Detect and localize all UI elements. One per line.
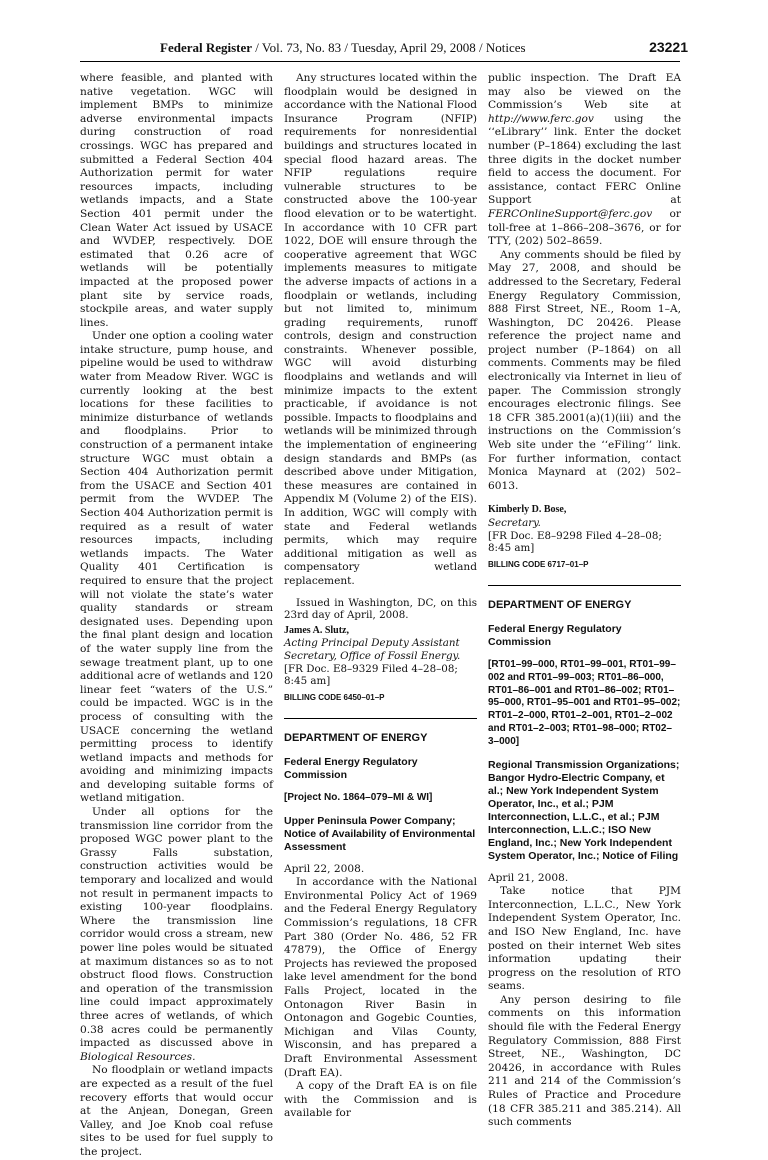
paragraph: Any structures located within the floodplain would be designed in accordance with the National Flood Insurance Program (NFIP) requirements for nonresidential buildings and structures located in special flood hazard areas. The NFIP regulations require vulnerable structures to be constructed above the 100-year flood elevation or to be watertight. In accordance with 10 CFR part 1022, DOE will ensure through the cooperative agreement that WGC implements measures to mitigate the adverse impacts of actions in a floodplain or wetlands, including but not limited to, minimum grading requirements, runoff controls, design and construction constraints. Whenever possible, WGC will avoid disturbing floodplains and wetlands and will minimize impacts to the extent practicable, if avoidance is not possible. Impacts to floodplains and wetlands will be minimized through the implementation of engineering design standards and BMPs (as described above under Mitigation, these measures are contained in Appendix M (Volume 2) of the EIS). In addition, WGC will comply with state and Federal wetlands permits, which may require additional mitigation as well as compensatory wetland replacement. [284, 72, 477, 587]
web-link[interactable]: http://www.ferc.gov [488, 112, 594, 125]
paragraph [488, 72, 681, 249]
paragraph-text: Under all options for the transmission line corridor from the proposed WGC power plant to the Grassy Falls substation, construction activities would be temporary and localized and would not result in permanent impacts to existing 100-year floodplains. Where the transmission line corridor would cross a stream, new power line poles would be situated at maximum distances so as to not obstruct flood flows. Construction and operation of the transmission line could impact approximately three acres of wetlands, of which 0.38 acres could be permanently impacted as discussed above in [80, 806, 273, 1050]
paragraph: where feasible, and planted with native vegetation. WGC will implement BMPs to minimize adverse environmental impacts during construction of road crossings. WGC has prepared and submitted a Federal Section 404 Authorization permit for water resources impacts, including wetlands impacts, and a State Section 401 permit under the Clean Water Act issued by USACE and WVDEP, respectively. DOE estimated that 0.26 acre of wetlands will be potentially impacted at the proposed power plant site by service roads, stockpile areas, and water supply lines. [80, 72, 273, 329]
paragraph: Any comments should be filed by May 27, 2008, and should be addressed to the Secretary, Federal Energy Regulatory Commission, 888 First Street, NE., Room 1–A, Washington, DC 20426. Please reference the project name and project number (P–1864) on all comments. Comments may be filed electronically via Internet in lieu of paper. The Commission strongly encourages electronic filings. See 18 CFR 385.2001(a)(1)(iii) and the instructions on the Commission’s Web site under the ‘‘eFiling’’ link. For further information, contact Monica Maynard at (202) 502–6013. [488, 248, 681, 492]
agency-heading: Federal Energy Regulatory Commission [284, 755, 418, 781]
notice-subject: Upper Peninsula Power Company; Notice of Availability of Environmental Assessment [284, 814, 476, 853]
department-heading: DEPARTMENT OF ENERGY [284, 732, 428, 745]
paragraph: Take notice that PJM Interconnection, L.L.C., New York Independent System Operator, Inc. and ISO New England, Inc. have posted on their internet Web sites information updating their progress on the resolution of RTO seams. [488, 885, 681, 993]
column-3 [488, 72, 681, 1130]
journal-name: Federal Register [160, 40, 253, 55]
paragraph-text: public inspection. The Draft EA may also be viewed on the Commission’s Web site at [488, 72, 681, 112]
page-header [0, 40, 768, 60]
paragraph: A copy of the Draft EA is on file with the Commission and is available for [284, 1080, 477, 1120]
fr-doc-line: [FR Doc. E8–9329 Filed 4–28–08; 8:45 am] [284, 662, 458, 688]
notice-date: April 22, 2008. [284, 862, 365, 875]
signer-title: Secretary. [488, 517, 541, 529]
header-rule [80, 61, 680, 62]
notice-date: April 21, 2008. [488, 871, 569, 884]
section-divider [284, 718, 477, 719]
page-number: 23221 [649, 39, 688, 55]
billing-code: BILLING CODE 6717–01–P [488, 559, 589, 569]
issue-info: / Vol. 73, No. 83 / Tuesday, April 29, 2008 / Notices [252, 40, 526, 55]
paragraph: Under one option a cooling water intake structure, pump house, and pipeline would be used to withdraw water from Meadow River. WGC is currently looking at the best locations for these facilities to minimize disturbance of wetlands and floodplains. Prior to construction of a permanent intake structure WGC must obtain a Section 404 Authorization permit from the USACE and Section 401 permit from the WVDEP. The Section 404 Authorization permit is required as a result of water resources impacts, including wetlands impacts. The Water Quality 401 Certification is required to ensure that the project will not violate the state’s water quality standards or stream designated uses. Depending upon the final plant design and location of the water supply line from the sewage treatment plant, up to one additional acre of wetlands and 120 linear feet “waters of the U.S.” could be impacted. WGC is in the process of consulting with the USACE concerning the wetland permitting process to identify wetland impacts and methods for avoiding and minimizing impacts and developing suitable forms of wetland mitigation. [80, 330, 274, 805]
signer-name: Kimberly D. Bose, [488, 504, 567, 516]
docket-numbers: [RT01–99–000, RT01–99–001, RT01–99–002 and RT01–99–003; RT01–86–000, RT01–86–001 and RT01–86–002; RT01–95–000, RT01–95–001 and RT01–95–002; RT01–2–000, RT01–2–001, RT01–2–002 and RT01–2–003; RT01–98–000; RT02–3–000] [488, 658, 681, 747]
paragraph-text: or toll-free at 1–866–208–3676, or for TTY, (202) 502–8659. [488, 207, 681, 248]
paragraph: No floodplain or wetland impacts are expected as a result of the fuel recovery efforts that would occur at the Anjean, Donegan, Green Valley, and Joe Knob coal refuse sites to be used for fuel supply to the project. [80, 1064, 273, 1158]
column-1 [80, 72, 273, 1160]
agency-heading: Federal Energy Regulatory Commission [488, 622, 622, 648]
project-number: [Project No. 1864–079–MI & WI] [284, 791, 433, 803]
paragraph [80, 806, 273, 1064]
signer-name: James A. Slutz, [284, 624, 349, 636]
running-head [160, 40, 660, 56]
paragraph: Any person desiring to file comments on this information should file with the Federal Energy Regulatory Commission, 888 First Street, NE., Washington, DC 20426, in accordance with Rules 211 and 214 of the Commission’s Rules of Practice and Procedure (18 CFR 385.211 and 385.214). All such comments [488, 993, 681, 1129]
email-link[interactable]: FERCOnlineSupport@ferc.gov [488, 207, 653, 220]
fr-doc-line: [FR Doc. E8–9298 Filed 4–28–08; 8:45 am] [488, 529, 662, 555]
italic-reference: Biological Resources. [80, 1050, 196, 1063]
billing-code: BILLING CODE 6450–01–P [284, 692, 385, 702]
paragraph-text: using the ‘‘eLibrary’’ link. Enter the docket number (P–1864) excluding the last three digits in the docket number field to access the document. For assistance, contact FERC Online Support at [488, 112, 681, 207]
paragraph: In accordance with the National Environmental Policy Act of 1969 and the Federal Energy Regulatory Commission’s regulations, 18 CFR Part 380 (Order No. 486, 52 FR 47879), the Office of Energy Projects has reviewed the proposed lake level amendment for the bond Falls Project, located in the Ontonagon River Basin in Ontonagon and Gogebic Counties, Michigan and Vilas County, Wisconsin, and has prepared a Draft Environmental Assessment (Draft EA). [284, 876, 477, 1079]
column-2 [284, 72, 477, 1121]
notice-subject: Regional Transmission Organizations; Bangor Hydro-Electric Company, et al.; New York Independent System Operator, Inc., et al.; PJM Interconnection, L.L.C., et al.; PJM Interconnection, L.L.C.; ISO New England, Inc.; New York Independent System Operator, Inc.; Notice of Filing [488, 758, 680, 862]
department-heading: DEPARTMENT OF ENERGY [488, 599, 632, 612]
issued-line: Issued in Washington, DC, on this 23rd day of April, 2008. [284, 596, 477, 622]
section-divider [488, 585, 681, 586]
signer-title: Acting Principal Deputy Assistant Secretary, Office of Fossil Energy. [284, 637, 461, 662]
